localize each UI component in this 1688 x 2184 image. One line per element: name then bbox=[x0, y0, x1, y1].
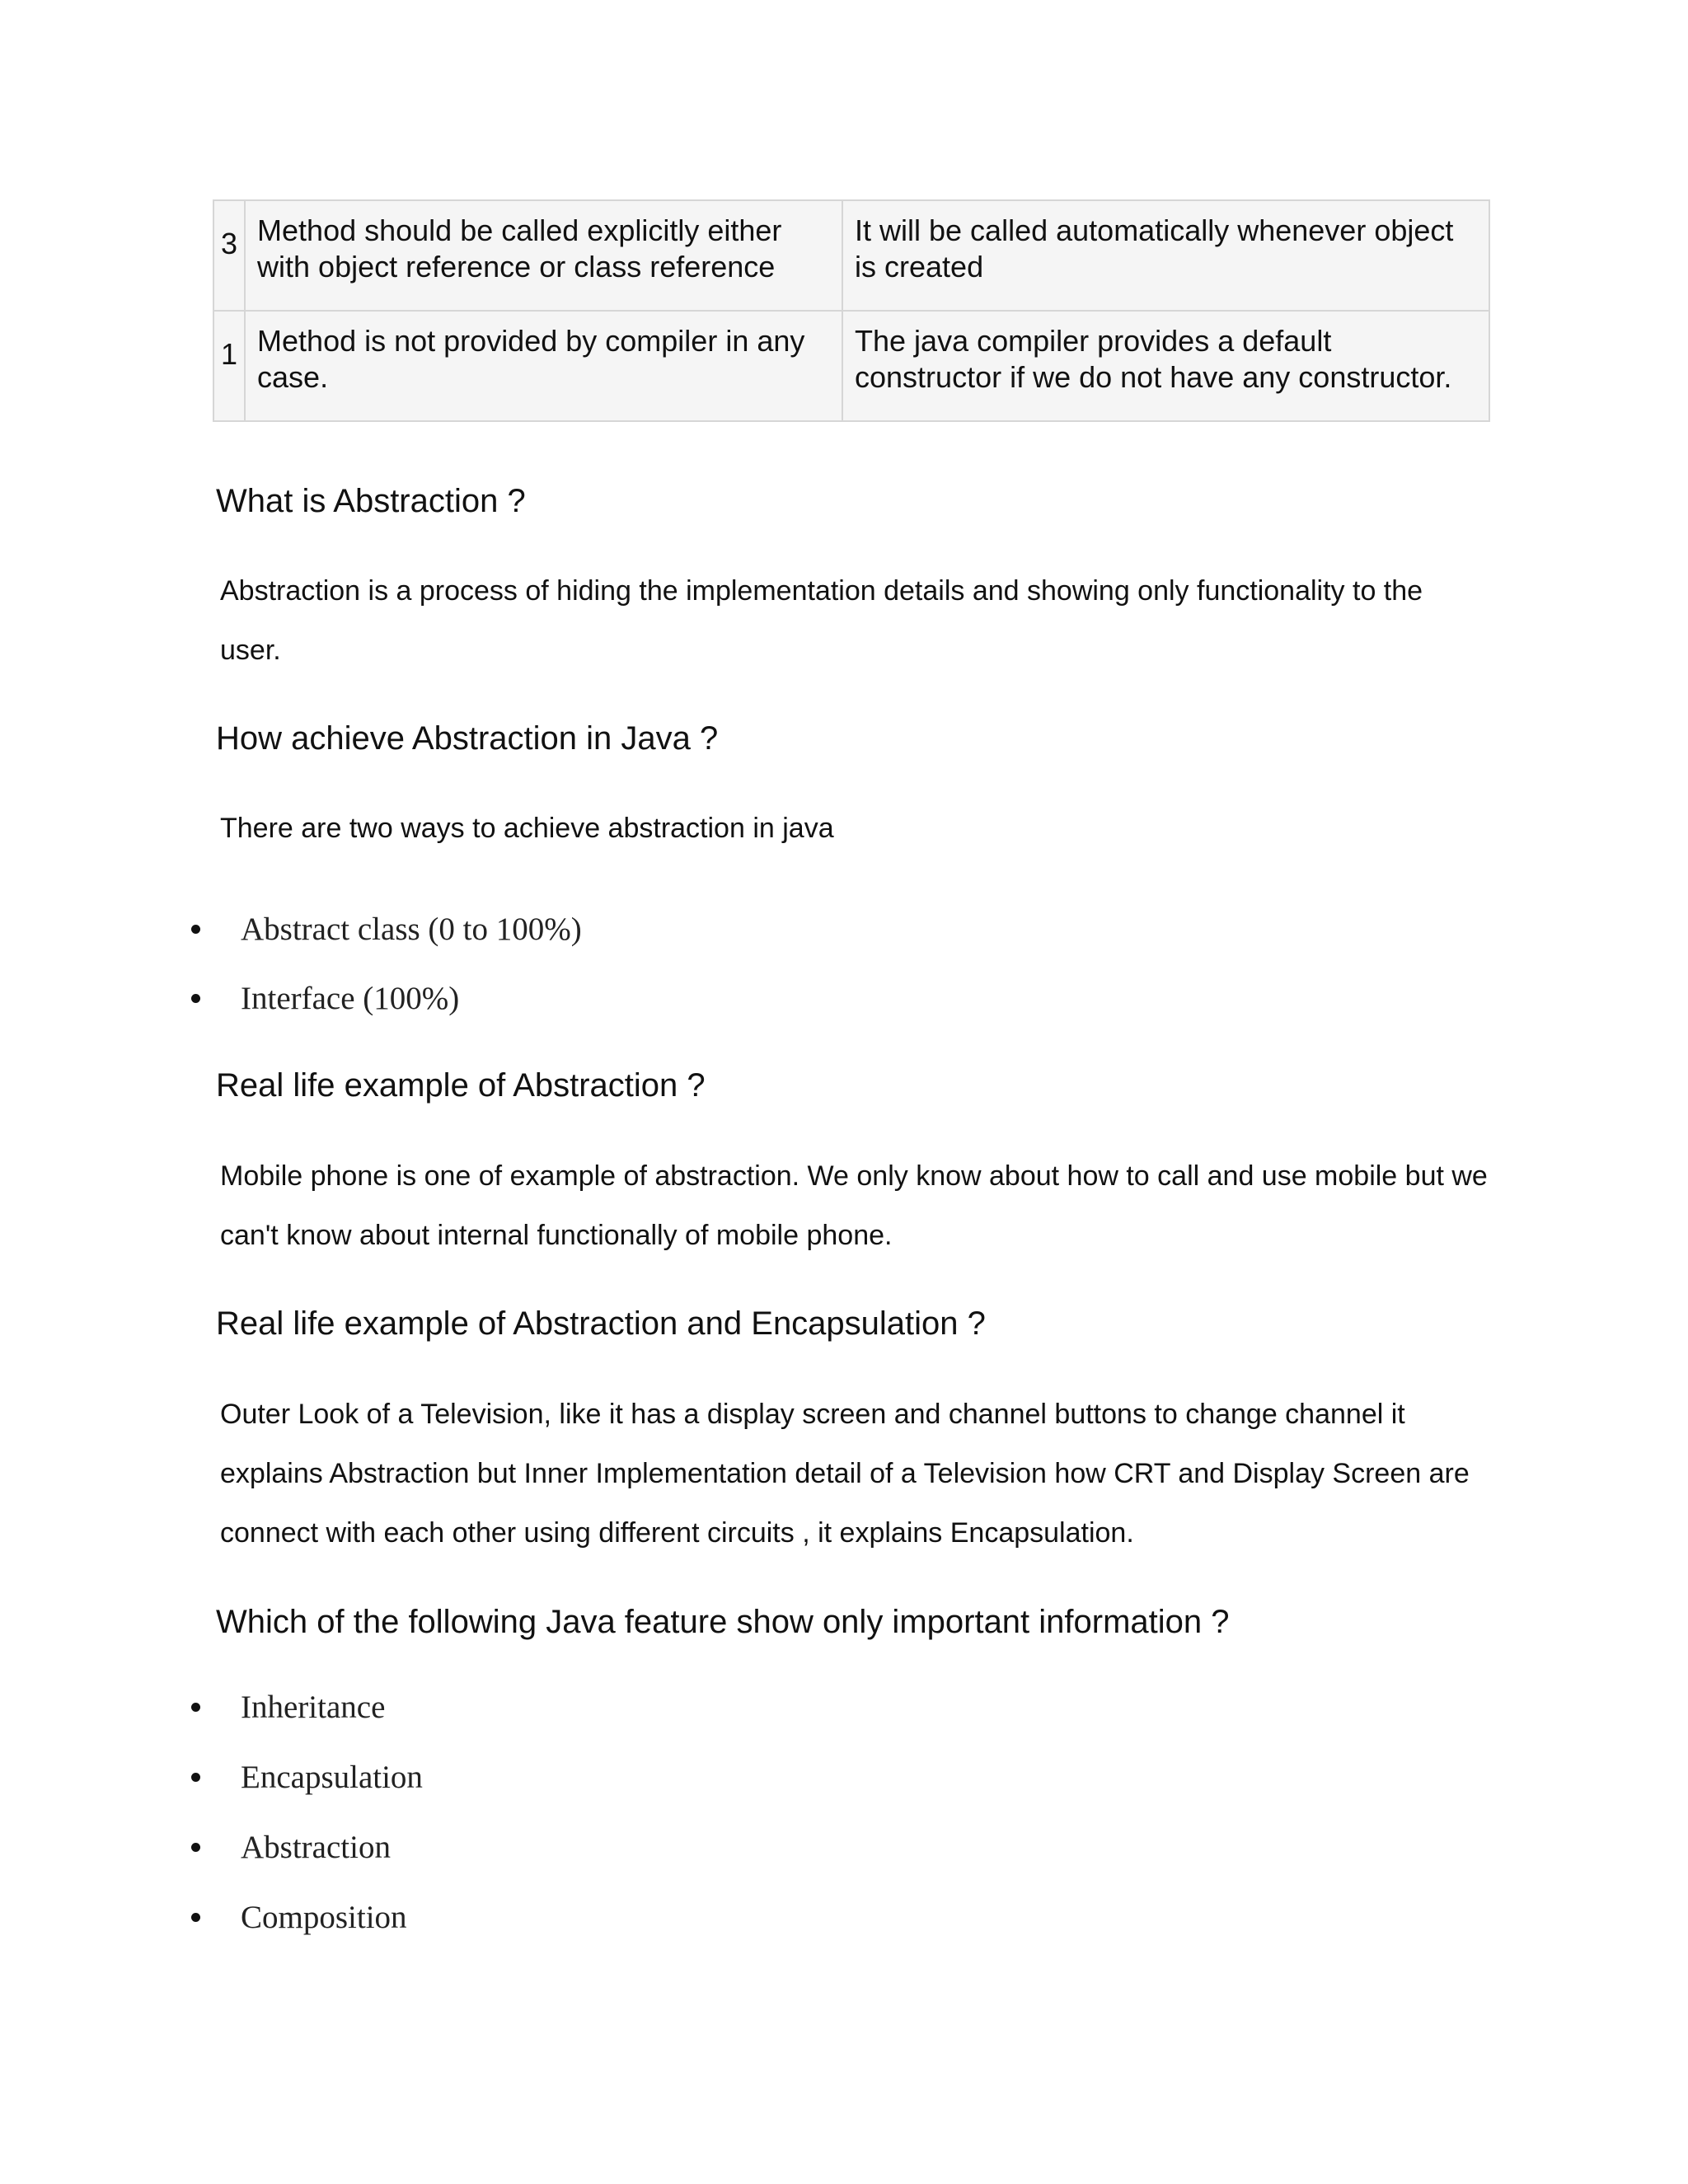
constructor-cell: The java compiler provides a default constructor if we do not have any constructor. bbox=[842, 311, 1489, 421]
heading-real-life-example: Real life example of Abstraction ? bbox=[216, 1067, 706, 1104]
list-item: Abstract class (0 to 100%) bbox=[0, 895, 582, 964]
method-cell: Method should be called explicitly either with object reference or class reference bbox=[245, 200, 842, 311]
heading-abstraction-and-encapsulation: Real life example of Abstraction and Encapsulation ? bbox=[216, 1305, 986, 1342]
paragraph-how-achieve-abstraction: There are two ways to achieve abstraction in java bbox=[220, 813, 834, 844]
constructor-cell: It will be called automatically whenever object is created bbox=[842, 200, 1489, 311]
heading-what-is-abstraction: What is Abstraction ? bbox=[216, 483, 526, 519]
list-item: Interface (100%) bbox=[0, 964, 582, 1033]
list-item: Abstraction bbox=[0, 1812, 423, 1882]
paragraph-real-life-example: Mobile phone is one of example of abstraction. We only know about how to call and use mobile but we can't know about internal functionally of mobile phone. bbox=[220, 1160, 1488, 1251]
method-vs-constructor-table bbox=[213, 199, 1490, 422]
method-cell: Method is not provided by compiler in any case. bbox=[245, 311, 842, 421]
bullet-icon bbox=[191, 994, 200, 1003]
abstraction-ways-list bbox=[0, 895, 582, 1033]
bullet-icon bbox=[191, 1913, 200, 1922]
row-number: 3 bbox=[213, 200, 245, 311]
list-item: Inheritance bbox=[0, 1672, 423, 1742]
bullet-icon bbox=[191, 1843, 200, 1852]
row-number: 1 bbox=[213, 311, 245, 421]
bullet-icon bbox=[191, 925, 200, 934]
table-row bbox=[213, 311, 1489, 421]
list-item: Composition bbox=[0, 1882, 423, 1952]
bullet-icon bbox=[191, 1773, 200, 1782]
paragraph-abstraction-and-encapsulation: Outer Look of a Television, like it has a display screen and channel buttons to change channel it explains Abstraction but Inner Implementation detail of a Television how CRT and Display Screen are connect with each other using different circuits , it explains Encapsulation. bbox=[220, 1399, 1470, 1549]
feature-options-list bbox=[0, 1672, 423, 1952]
paragraph-what-is-abstraction: Abstraction is a process of hiding the implementation details and showing only functionality to the user. bbox=[220, 575, 1423, 666]
bullet-icon bbox=[191, 1703, 200, 1712]
heading-which-feature: Which of the following Java feature show only important information ? bbox=[216, 1604, 1230, 1640]
heading-how-achieve-abstraction: How achieve Abstraction in Java ? bbox=[216, 720, 719, 757]
table-row bbox=[213, 200, 1489, 311]
list-item: Encapsulation bbox=[0, 1742, 423, 1812]
